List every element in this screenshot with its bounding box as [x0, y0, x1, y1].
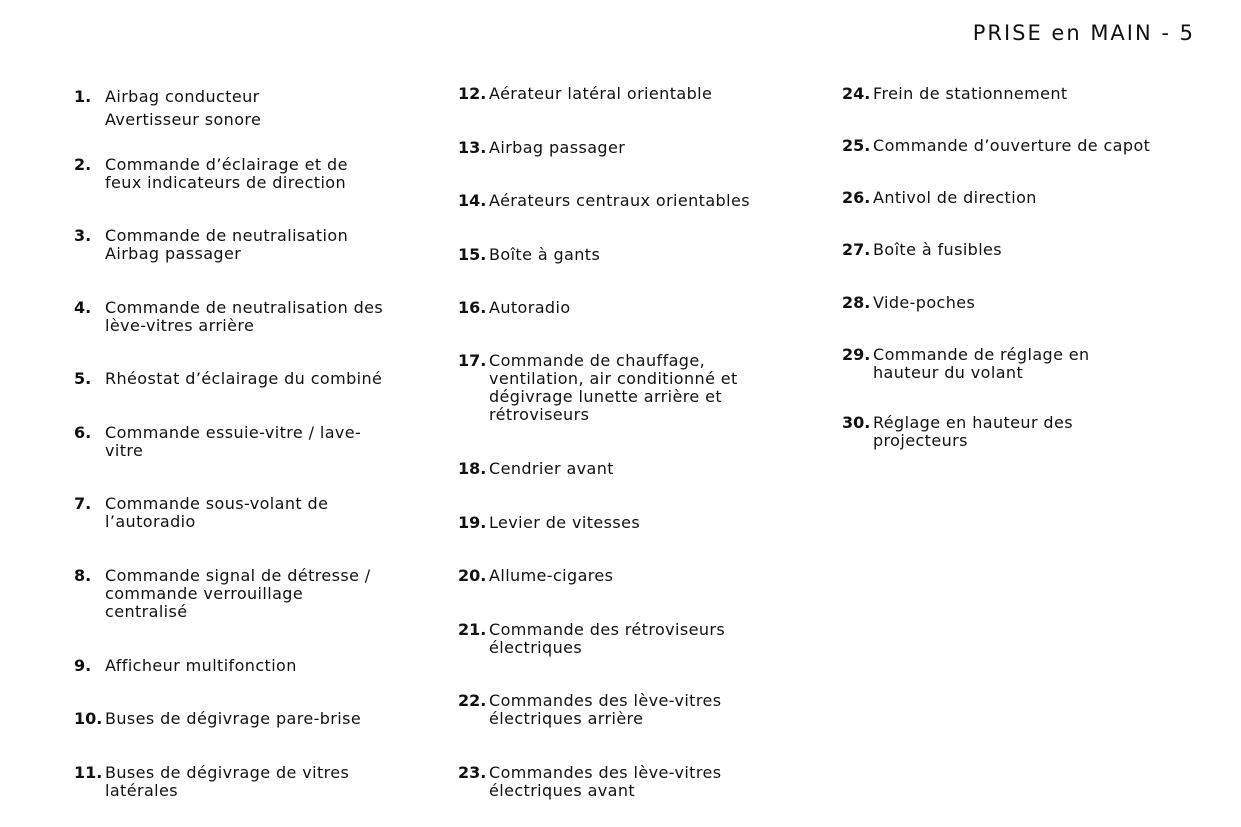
item-text: Levier de vitesses [489, 513, 641, 532]
item-text: Rhéostat d’éclairage du combiné [105, 369, 383, 388]
item-number: 20. [458, 566, 487, 585]
item-text: Commande sous-volant de l’autoradio [105, 494, 329, 531]
item-number: 26. [842, 188, 871, 207]
item-text: Vide-poches [873, 293, 976, 312]
item-text: Buses de dégivrage de vitres latérales [105, 763, 350, 800]
item-text: Allume-cigares [489, 566, 614, 585]
item-number: 16. [458, 298, 487, 317]
item-number: 18. [458, 459, 487, 478]
item-number: 3. [74, 226, 92, 245]
item-number: 11. [74, 763, 103, 782]
item-number: 25. [842, 136, 871, 155]
item-text: Commande signal de détresse / commande verrouillage centralisé [105, 566, 371, 621]
item-number: 28. [842, 293, 871, 312]
item-text: Cendrier avant [489, 459, 614, 478]
item-number: 5. [74, 369, 92, 388]
item-number: 7. [74, 494, 92, 513]
item-text: Aérateur latéral orientable [489, 84, 713, 103]
item-number: 30. [842, 413, 871, 432]
item-text: Frein de stationnement [873, 84, 1068, 103]
item-number: 29. [842, 345, 871, 364]
item-text: Commande d’éclairage et de feux indicateurs de direction [105, 155, 348, 192]
item-number: 17. [458, 351, 487, 370]
item-text: Boîte à fusibles [873, 240, 1003, 259]
item-text: Airbag conducteur Avertisseur sonore [105, 87, 262, 129]
item-text: Buses de dégivrage pare-brise [105, 709, 362, 728]
item-number: 4. [74, 298, 92, 317]
item-text: Réglage en hauteur des projecteurs [873, 413, 1073, 450]
item-number: 27. [842, 240, 871, 259]
item-text: Commande essuie-vitre / lave- vitre [105, 423, 362, 460]
item-number: 19. [458, 513, 487, 532]
item-number: 8. [74, 566, 92, 585]
item-text: Commande des rétroviseurs électriques [489, 620, 726, 657]
item-text: Commande d’ouverture de capot [873, 136, 1151, 155]
item-number: 14. [458, 191, 487, 210]
item-number: 9. [74, 656, 92, 675]
item-text: Afficheur multifonction [105, 656, 297, 675]
item-text: Aérateurs centraux orientables [489, 191, 750, 210]
item-text: Autoradio [489, 298, 571, 317]
item-number: 22. [458, 691, 487, 710]
item-text: Antivol de direction [873, 188, 1037, 207]
item-number: 24. [842, 84, 871, 103]
item-number: 15. [458, 245, 487, 264]
item-text: Commande de réglage en hauteur du volant [873, 345, 1090, 382]
item-text: Boîte à gants [489, 245, 601, 264]
item-number: 23. [458, 763, 487, 782]
item-text: Commandes des lève-vitres électriques avant [489, 763, 722, 800]
item-number: 12. [458, 84, 487, 103]
item-text: Commandes des lève-vitres électriques arrière [489, 691, 722, 728]
item-number: 21. [458, 620, 487, 639]
item-text: Commande de chauffage, ventilation, air conditionné et dégivrage lunette arrière et rétroviseurs [489, 351, 738, 424]
item-number: 6. [74, 423, 92, 442]
item-text: Airbag passager [489, 138, 626, 157]
item-text: Commande de neutralisation des lève-vitres arrière [105, 298, 384, 335]
item-number: 2. [74, 155, 92, 174]
item-text: Commande de neutralisation Airbag passager [105, 226, 349, 263]
page-header: PRISE en MAIN - 5 [972, 21, 1195, 45]
item-number: 10. [74, 709, 103, 728]
item-number: 13. [458, 138, 487, 157]
item-number: 1. [74, 87, 92, 106]
